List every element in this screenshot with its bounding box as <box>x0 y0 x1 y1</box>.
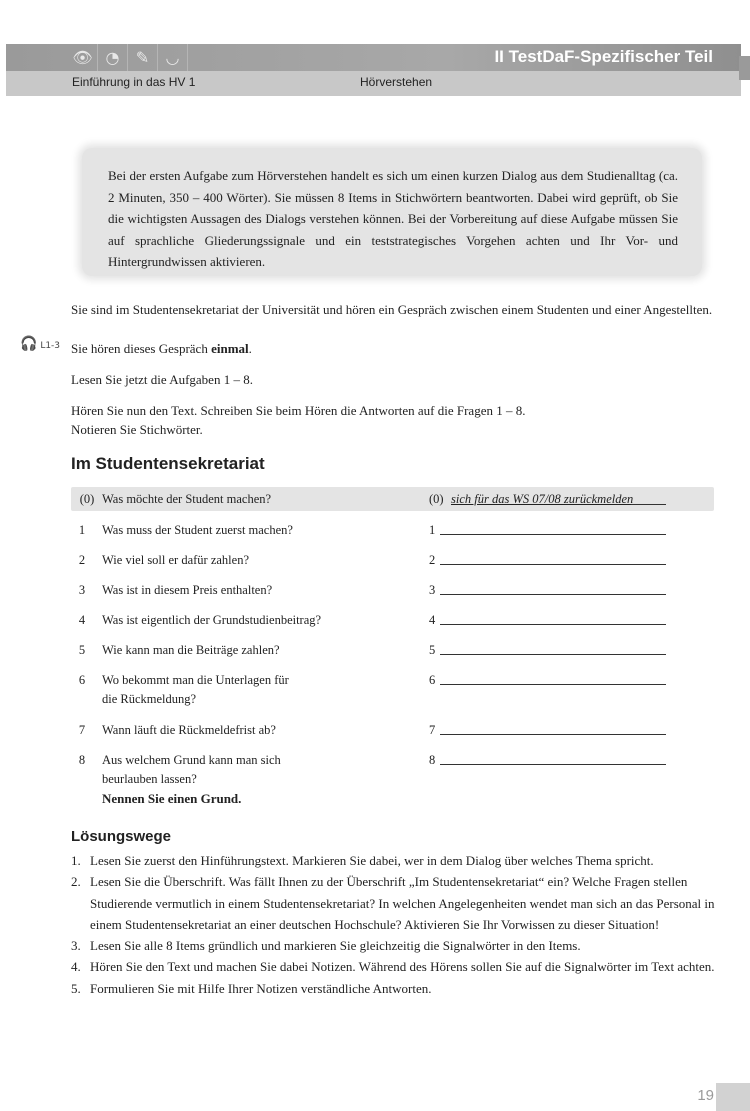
step-number: 5. <box>71 980 81 996</box>
list-item <box>71 935 719 956</box>
question-number: 5 <box>78 643 86 657</box>
answer-line[interactable] <box>440 721 666 735</box>
question-number: 4 <box>78 613 86 627</box>
answer-line[interactable] <box>440 611 666 625</box>
question-text <box>102 671 362 709</box>
step-number: 4. <box>71 959 81 975</box>
skill-label: Hörverstehen <box>360 75 433 89</box>
example-question: Was möchte der Student machen? <box>102 492 272 506</box>
answer-line[interactable] <box>440 581 666 595</box>
example-answer-line <box>631 489 666 505</box>
list-item <box>71 850 719 871</box>
answer-line[interactable] <box>440 551 666 565</box>
solution-steps <box>71 850 719 999</box>
example-answer: sich für das WS 07/08 zurückmelden <box>451 492 634 506</box>
question-number: 3 <box>78 583 86 597</box>
question-text: Wie viel soll er dafür zahlen? <box>102 553 249 567</box>
read-instruction: Lesen Sie jetzt die Aufgaben 1 – 8. <box>71 372 253 387</box>
question-number: 2 <box>78 553 86 567</box>
listen-instruction <box>71 339 716 358</box>
step-number: 1. <box>71 853 81 868</box>
question-text: Was muss der Student zuerst machen? <box>102 523 293 537</box>
notes-instruction: Notieren Sie Stichwörter. <box>71 422 203 437</box>
answer-number: 1 <box>429 523 436 537</box>
answer-line[interactable] <box>440 671 666 685</box>
answer-number: 3 <box>429 583 436 597</box>
question-text: Was ist in diesem Preis enthalten? <box>102 583 273 597</box>
question-number: 1 <box>78 523 86 537</box>
answer-number: 5 <box>429 643 436 657</box>
answer-line[interactable] <box>440 641 666 655</box>
chapter-label: Einführung in das HV 1 <box>72 75 196 89</box>
question-extra: Nennen Sie einen Grund. <box>102 791 242 806</box>
list-item <box>71 871 719 935</box>
ear-icon: ◔ <box>98 44 128 71</box>
answer-line[interactable] <box>440 521 666 535</box>
listen-emphasis: einmal <box>211 341 249 356</box>
answer-number: 7 <box>429 723 436 737</box>
page-number: 19 <box>697 1087 714 1104</box>
list-item <box>71 978 719 999</box>
step-text: Formulieren Sie mit Hilfe Ihrer Notizen verständliche Antworten. <box>90 980 432 996</box>
answer-number: 8 <box>429 753 436 767</box>
answer-number: 2 <box>429 553 436 567</box>
question-text <box>102 751 362 808</box>
mouth-icon: ◡ <box>158 44 188 71</box>
page-tab-marker <box>739 56 750 80</box>
audio-track-label: L1-3 <box>40 341 61 351</box>
answer-line[interactable] <box>440 751 666 765</box>
question-text-line: Wo bekommt man die Unterlagen für <box>102 673 289 687</box>
intro-box <box>82 148 702 276</box>
audio-track-marker <box>20 336 60 352</box>
list-item <box>71 956 719 977</box>
headphones-icon: 🎧 <box>20 336 38 352</box>
intro-text: Bei der ersten Aufgabe zum Hörverstehen handelt es sich um einen kurzen Dialog aus dem Studienalltag (ca. 2 Minuten, 350 – 400 Wörter). Sie müssen 8 Items in Stichwörtern beantworten. Dabei wird geprüft, ob Sie die wichtigsten Aussagen des Dialogs verstehen können. Bei der Vorbereitung auf diese Aufgabe müssen Sie auf sprachliche Gliederungssignale und ein teststrategisches Vorgehen achten und Ihr Vor- und Hintergrundwissen aktivieren. <box>108 168 678 269</box>
answer-number: 4 <box>429 613 436 627</box>
step-text: Lesen Sie alle 8 Items gründlich und markieren Sie gleichzeitig die Signalwörter in den Items. <box>90 938 581 954</box>
step-number: 2. <box>71 874 81 890</box>
question-text: Wann läuft die Rückmeldefrist ab? <box>102 723 276 737</box>
eye-icon: 👁 <box>68 44 98 71</box>
solutions-heading: Lösungswege <box>71 828 172 845</box>
page-corner <box>716 1083 750 1111</box>
answer-number: 6 <box>429 673 436 687</box>
question-text-line: Aus welchem Grund kann man sich <box>102 753 281 767</box>
question-number: 6 <box>78 673 86 687</box>
example-number: (0) <box>79 492 95 506</box>
step-text: Lesen Sie zuerst den Hinführungstext. Markieren Sie dabei, wer in dem Dialog über welches Thema spricht. <box>90 853 654 868</box>
task-heading: Im Studentensekretariat <box>71 454 265 473</box>
listen-prefix: Sie hören dieses Gespräch <box>71 341 212 356</box>
step-text: Hören Sie den Text und machen Sie dabei Notizen. Während des Hörens sollen Sie auf die Signalwörter im Text achten. <box>90 959 715 975</box>
question-text-line: beurlauben lassen? <box>102 772 197 786</box>
page-header <box>6 44 741 96</box>
pen-icon: ✎ <box>128 44 158 71</box>
situation-text: Sie sind im Studentensekretariat der Universität und hören ein Gespräch zwischen einem Studenten und einer Angestellten. <box>71 302 713 317</box>
question-text-line: die Rückmeldung? <box>102 692 197 706</box>
example-row <box>71 487 714 511</box>
question-text: Wie kann man die Beiträge zahlen? <box>102 643 280 657</box>
question-number: 8 <box>78 753 86 767</box>
listen-suffix: . <box>248 341 252 356</box>
skill-icons <box>68 44 188 71</box>
question-text: Was ist eigentlich der Grundstudienbeitrag? <box>102 613 322 627</box>
section-title: II TestDaF-Spezifischer Teil <box>494 47 713 66</box>
question-number: 7 <box>78 723 86 737</box>
write-instruction: Hören Sie nun den Text. Schreiben Sie beim Hören die Antworten auf die Fragen 1 – 8. <box>71 403 526 418</box>
example-answer-number: (0) <box>429 492 444 506</box>
step-text: Lesen Sie die Überschrift. Was fällt Ihnen zu der Überschrift „Im Studentensekretariat“ ein? Welche Fragen stellen Studierende vermutlich in einem Studentensekretariat? In welchen Angelegenheiten wendet man sich an das Personal in einem Studentensekretariat an einer deutschen Hochschule? Aktivieren Sie Ihr Vorwissen zu dieser Situation! <box>90 874 715 932</box>
step-number: 3. <box>71 938 81 954</box>
